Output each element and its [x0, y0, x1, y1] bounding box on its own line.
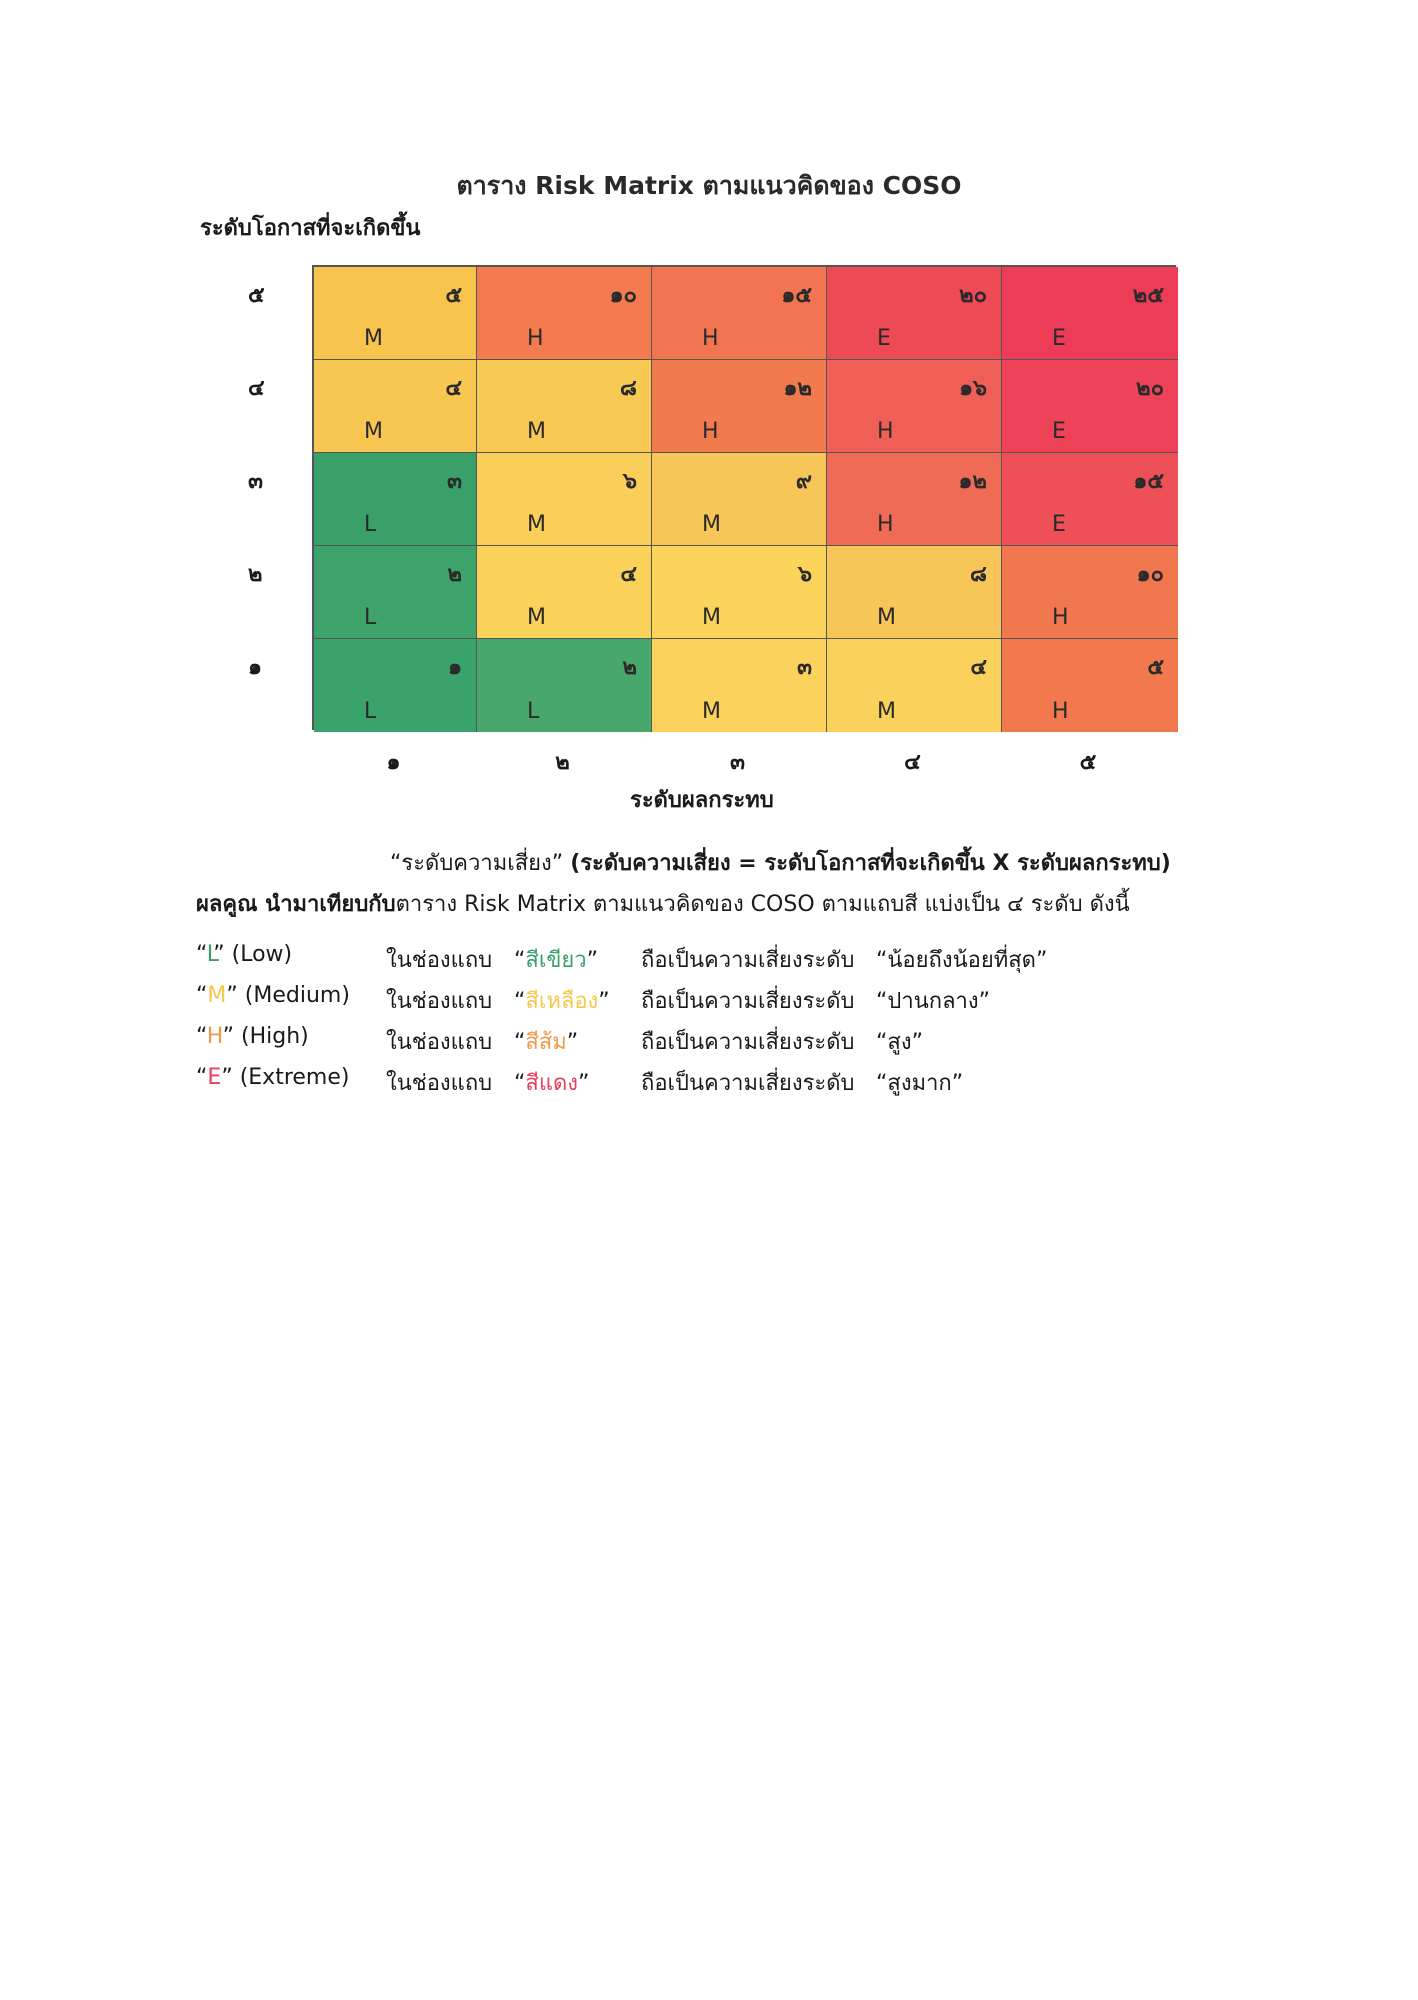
cell-level: E	[1052, 419, 1066, 444]
cell-level: M	[527, 512, 546, 537]
cell-level: H	[527, 326, 544, 351]
cell-score: ๖	[623, 469, 637, 494]
cell-level: L	[364, 699, 377, 724]
legend-considered: ถือเป็นความเสี่ยงระดับ	[641, 948, 855, 973]
cell-level: M	[702, 605, 721, 630]
legend-code: “L” (Low)	[196, 942, 293, 967]
matrix-cell	[477, 639, 652, 732]
legend-code-letter: L	[206, 942, 214, 967]
y-tick-label: ๑	[248, 655, 262, 680]
y-tick-label: ๓	[248, 469, 264, 494]
cell-score: ๕	[1147, 655, 1164, 680]
matrix-cell	[314, 639, 477, 732]
cell-level: M	[877, 605, 896, 630]
cell-score: ๒๐	[959, 283, 987, 308]
cell-score: ๒	[622, 655, 637, 680]
y-tick-label: ๔	[248, 376, 265, 401]
cell-level: H	[702, 326, 719, 351]
cell-level: H	[702, 419, 719, 444]
matrix-cell	[652, 546, 827, 639]
matrix-cell	[827, 267, 1002, 360]
cell-level: M	[527, 605, 546, 630]
cell-score: ๘	[970, 562, 987, 587]
matrix-cell	[314, 267, 477, 360]
matrix-cell	[652, 267, 827, 360]
cell-score: ๑๐	[1136, 562, 1164, 587]
matrix-cell	[1002, 267, 1178, 360]
legend-code: “E” (Extreme)	[196, 1065, 350, 1090]
legend-code-letter: E	[207, 1065, 222, 1090]
legend-in-band: ในช่องแถบ	[386, 948, 493, 973]
risk-formula	[390, 845, 1171, 880]
matrix-cell	[827, 453, 1002, 546]
cell-score: ๕	[445, 283, 462, 308]
matrix-cell	[652, 360, 827, 453]
matrix-cell	[314, 453, 477, 546]
cell-level: L	[527, 699, 540, 724]
matrix-cell	[1002, 639, 1178, 732]
page-title: ตาราง Risk Matrix ตามแนวคิดของ COSO	[456, 171, 962, 200]
cell-score: ๑๕	[1133, 469, 1164, 494]
cell-score: ๒๕	[1132, 283, 1164, 308]
cell-score: ๙	[795, 469, 812, 494]
cell-score: ๘	[620, 376, 637, 401]
x-tick-label: ๕	[1079, 750, 1097, 775]
cell-score: ๒๐	[1136, 376, 1164, 401]
matrix-cell	[314, 360, 477, 453]
formula-expression: (ระดับความเสี่ยง = ระดับโอกาสที่จะเกิดขึ้น X ระดับผลกระทบ)	[570, 851, 1171, 876]
matrix-cell	[477, 360, 652, 453]
legend-considered: ถือเป็นความเสี่ยงระดับ	[641, 1071, 855, 1096]
matrix-cell	[1002, 360, 1178, 453]
legend-meaning: “สูงมาก”	[876, 1071, 964, 1096]
legend-color-name: “สีแดง”	[514, 1071, 590, 1096]
matrix-cell	[477, 546, 652, 639]
cell-score: ๑๒	[958, 469, 987, 494]
cell-score: ๒	[447, 562, 462, 587]
legend-color-word: สีส้ม	[525, 1030, 567, 1055]
cell-level: L	[364, 605, 377, 630]
cell-score: ๔	[970, 655, 987, 680]
matrix-cell	[827, 639, 1002, 732]
explanation-rest: ตาราง Risk Matrix ตามแนวคิดของ COSO ตามแถบสี แบ่งเป็น ๔ ระดับ ดังนี้	[395, 892, 1130, 917]
legend-code: “M” (Medium)	[196, 983, 350, 1008]
cell-level: H	[1052, 699, 1069, 724]
cell-level: H	[1052, 605, 1069, 630]
legend-in-band: ในช่องแถบ	[386, 989, 493, 1014]
cell-score: ๑๕	[781, 283, 812, 308]
cell-level: M	[877, 699, 896, 724]
cell-score: ๔	[620, 562, 637, 587]
cell-level: H	[877, 512, 894, 537]
matrix-cell	[1002, 453, 1178, 546]
legend-code-name: (Low)	[231, 942, 293, 967]
legend-in-band: ในช่องแถบ	[386, 1030, 493, 1055]
cell-level: M	[364, 326, 383, 351]
explanation-line	[196, 886, 1130, 921]
matrix-cell	[477, 453, 652, 546]
cell-level: E	[1052, 326, 1066, 351]
cell-level: E	[1052, 512, 1066, 537]
matrix-cell	[827, 360, 1002, 453]
legend-considered: ถือเป็นความเสี่ยงระดับ	[641, 989, 855, 1014]
legend-code-name: (Extreme)	[239, 1065, 350, 1090]
cell-score: ๑	[448, 655, 462, 680]
x-tick-label: ๑	[386, 750, 401, 775]
cell-level: M	[364, 419, 383, 444]
legend-code-name: (Medium)	[244, 983, 350, 1008]
matrix-cell	[477, 267, 652, 360]
matrix-cell	[652, 639, 827, 732]
matrix-cell	[314, 546, 477, 639]
explanation-bold: ผลคูณ นำมาเทียบกับ	[196, 892, 396, 917]
y-axis-title: ระดับโอกาสที่จะเกิดขึ้น	[200, 216, 421, 241]
formula-quoted: “ระดับความเสี่ยง”	[390, 851, 564, 876]
legend-color-name: “สีเหลือง”	[514, 989, 610, 1014]
cell-level: M	[702, 699, 721, 724]
cell-score: ๑๖	[959, 376, 987, 401]
legend-meaning: “ปานกลาง”	[876, 989, 991, 1014]
cell-score: ๑๐	[609, 283, 637, 308]
x-axis-title: ระดับผลกระทบ	[630, 788, 774, 813]
x-tick-label: ๔	[904, 750, 921, 775]
legend-color-name: “สีส้ม”	[514, 1030, 579, 1055]
legend-code-name: (High)	[241, 1024, 309, 1049]
legend-color-word: สีเขียว	[525, 948, 587, 973]
legend-code-letter: H	[206, 1024, 223, 1049]
cell-score: ๔	[445, 376, 462, 401]
matrix-cell	[1002, 546, 1178, 639]
cell-score: ๑๒	[783, 376, 812, 401]
cell-score: ๖	[798, 562, 812, 587]
cell-level: E	[877, 326, 891, 351]
legend-code: “H” (High)	[196, 1024, 309, 1049]
cell-level: H	[877, 419, 894, 444]
cell-level: M	[527, 419, 546, 444]
legend-meaning: “น้อยถึงน้อยที่สุด”	[876, 948, 1048, 973]
cell-level: M	[702, 512, 721, 537]
x-tick-label: ๓	[729, 750, 746, 775]
cell-score: ๓	[446, 469, 462, 494]
legend-color-word: สีเหลือง	[525, 989, 599, 1014]
cell-score: ๓	[796, 655, 812, 680]
legend-meaning: “สูง”	[876, 1030, 923, 1055]
x-tick-label: ๒	[555, 750, 570, 775]
legend-color-name: “สีเขียว”	[514, 948, 599, 973]
legend-in-band: ในช่องแถบ	[386, 1071, 493, 1096]
y-tick-label: ๒	[248, 562, 263, 587]
risk-matrix	[312, 265, 1176, 730]
legend-color-word: สีแดง	[525, 1071, 579, 1096]
legend-considered: ถือเป็นความเสี่ยงระดับ	[641, 1030, 855, 1055]
matrix-cell	[827, 546, 1002, 639]
matrix-cell	[652, 453, 827, 546]
legend-code-letter: M	[207, 983, 227, 1008]
y-tick-label: ๕	[248, 283, 265, 308]
cell-level: L	[364, 512, 377, 537]
